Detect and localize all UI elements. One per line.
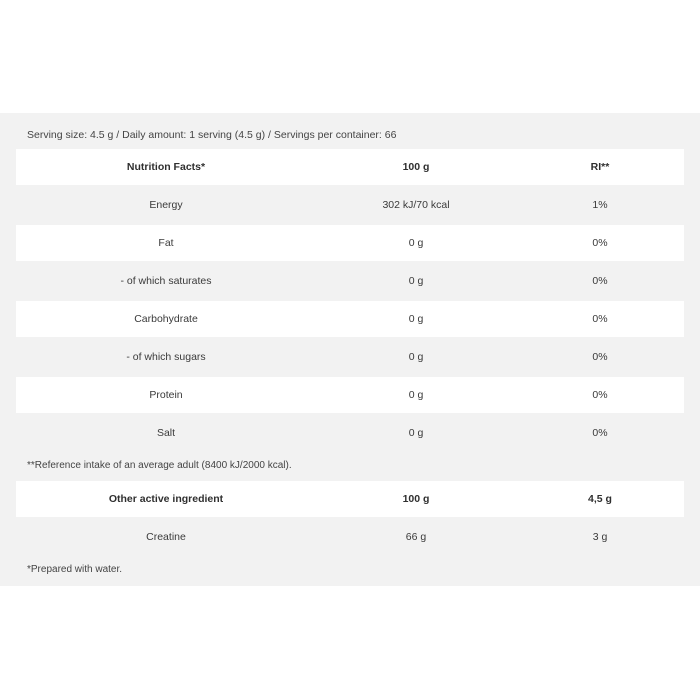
table-row xyxy=(16,263,684,299)
header-per-100g: 100 g xyxy=(402,493,430,505)
header-per-serving: 4,5 g xyxy=(588,493,612,505)
nutrient-name: Carbohydrate xyxy=(134,313,198,325)
table-row xyxy=(16,301,684,337)
nutrient-ri: 0% xyxy=(592,313,608,325)
nutrient-ri: 0% xyxy=(592,427,608,439)
header-nutrition-facts: Nutrition Facts* xyxy=(126,161,206,173)
nutrient-ri: 0% xyxy=(592,237,608,249)
table-row xyxy=(16,225,684,261)
ingredient-name: Creatine xyxy=(146,531,186,543)
nutrient-per-100g: 0 g xyxy=(408,389,424,401)
nutrient-name: Protein xyxy=(149,389,183,401)
nutrient-name: - of which sugars xyxy=(126,351,206,363)
header-ri: RI** xyxy=(590,161,610,173)
nutrient-name: Salt xyxy=(156,427,176,439)
header-per-100g: 100 g xyxy=(402,161,430,173)
nutrient-per-100g: 0 g xyxy=(408,427,424,439)
table-row xyxy=(16,519,684,555)
table-row xyxy=(16,187,684,223)
table-row xyxy=(16,377,684,413)
nutrient-name: Energy xyxy=(149,199,183,211)
active-header-row xyxy=(16,481,684,517)
ingredient-per-100g: 66 g xyxy=(405,531,427,543)
nutrient-per-100g: 0 g xyxy=(408,313,424,325)
nutrient-ri: 1% xyxy=(592,199,608,211)
nutrient-per-100g: 302 kJ/70 kcal xyxy=(382,199,450,211)
nutrient-name: Fat xyxy=(158,237,174,249)
nutrient-per-100g: 0 g xyxy=(408,275,424,287)
table-row xyxy=(16,415,684,451)
nutrient-per-100g: 0 g xyxy=(408,351,424,363)
reference-intake-note: **Reference intake of an average adult (8400 kJ/2000 kcal). xyxy=(27,460,292,471)
preparation-note: *Prepared with water. xyxy=(27,564,123,575)
nutrition-header-row xyxy=(16,149,684,185)
nutrient-ri: 0% xyxy=(592,275,608,287)
ingredient-per-serving: 3 g xyxy=(592,531,608,543)
table-row xyxy=(16,339,684,375)
nutrient-per-100g: 0 g xyxy=(408,237,424,249)
nutrient-ri: 0% xyxy=(592,389,608,401)
header-other-active-ingredient: Other active ingredient xyxy=(108,493,224,505)
nutrient-name: - of which saturates xyxy=(120,275,212,287)
nutrient-ri: 0% xyxy=(592,351,608,363)
serving-info: Serving size: 4.5 g / Daily amount: 1 serving (4.5 g) / Servings per container: 66 xyxy=(27,129,397,141)
